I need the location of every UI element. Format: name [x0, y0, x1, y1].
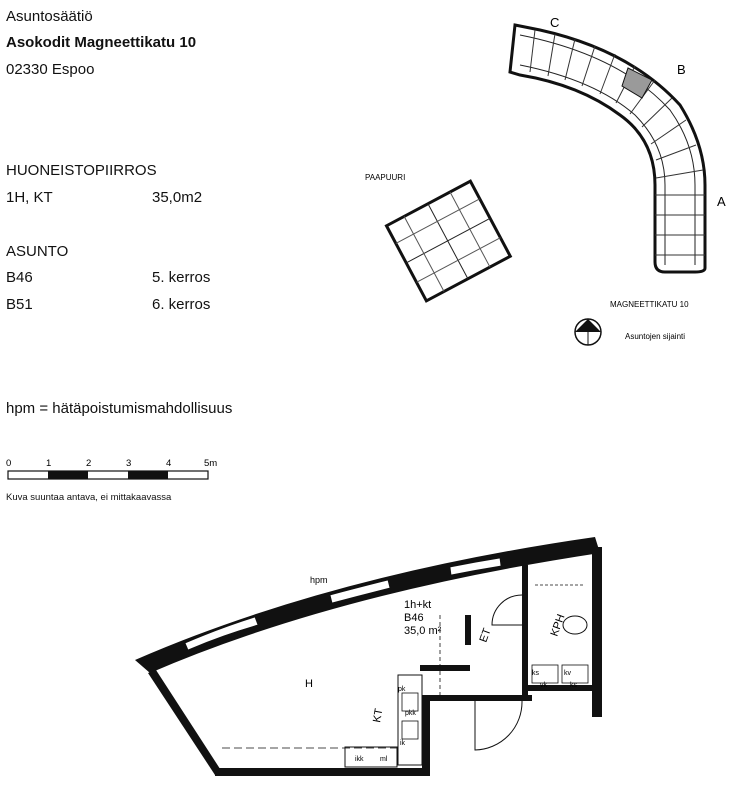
scale-note: Kuva suuntaa antava, ei mittakaavassa	[6, 492, 172, 503]
fixture-label: ik	[400, 740, 406, 747]
inner-wall	[420, 665, 470, 671]
wing-b-label: B	[677, 62, 686, 77]
scale-bar	[6, 455, 246, 495]
room-et-label: ET	[477, 626, 494, 645]
plan-area: 35,0m2	[152, 189, 203, 206]
location-legend-label: Asuntojen sijainti	[625, 332, 686, 341]
apartment-code: B51	[6, 296, 33, 313]
scale-tick: 5m	[204, 458, 218, 469]
wing-a-label: A	[717, 194, 726, 209]
hpm-label: hpm	[310, 575, 328, 585]
plan-type: 1H, KT	[6, 189, 53, 206]
outer-wall	[215, 768, 430, 776]
facade-wall	[135, 537, 600, 673]
entrance-door	[475, 701, 522, 750]
postal-address: 02330 Espoo	[6, 61, 95, 78]
inner-wall	[465, 615, 471, 645]
room-kph-label: KPH	[548, 612, 568, 639]
site-map	[360, 10, 740, 350]
street-label: MAGNEETTIKATU 10	[610, 300, 689, 309]
unit-code-label: B46	[404, 612, 424, 624]
scale-tick: 4	[166, 458, 172, 469]
fixture-label: pkk	[405, 710, 416, 717]
apartment-heading: ASUNTO	[6, 243, 69, 260]
scale-tick: 3	[126, 458, 132, 469]
floor-plan	[130, 525, 610, 785]
apartment-code: B46	[6, 269, 33, 286]
fixture-label: kv	[564, 670, 571, 677]
outer-wall	[148, 670, 224, 775]
outer-wall	[592, 547, 602, 717]
apartment-floor: 6. kerros	[152, 296, 211, 313]
unit-area-label: 35,0 m²	[404, 625, 442, 637]
plan-heading: HUONEISTOPIIRROS	[6, 162, 157, 179]
stove	[402, 693, 418, 711]
fixture-label: pk	[398, 686, 406, 693]
room-kt-label: KT	[371, 707, 386, 724]
outer-wall	[422, 695, 430, 775]
scale-tick: 2	[86, 458, 92, 469]
unit-type-label: 1h+kt	[404, 599, 432, 611]
fixture-label: ks	[570, 682, 577, 689]
organization-name: Asuntosäätiö	[6, 8, 93, 25]
bathroom-door	[492, 595, 522, 625]
scale-tick: 0	[6, 458, 12, 469]
hpm-legend: hpm = hätäpoistumismahdollisuus	[6, 400, 233, 417]
wing-c-label: C	[550, 15, 560, 30]
kitchen-counter	[345, 747, 397, 767]
inner-wall	[422, 695, 532, 701]
bathroom-wall	[522, 565, 528, 700]
fixture-label: ikk	[355, 756, 364, 763]
building-name: Asokodit Magneettikatu 10	[6, 34, 197, 51]
fixture-label: vk	[540, 682, 547, 689]
fixture-label: ks	[532, 670, 539, 677]
paapuuri-building	[386, 181, 510, 301]
paapuuri-label: PAAPUURI	[365, 173, 406, 182]
sink	[402, 721, 418, 739]
fixture-label: ml	[380, 756, 388, 763]
apartment-floor: 5. kerros	[152, 269, 211, 286]
room-h-label: H	[305, 678, 313, 690]
scale-tick: 1	[46, 458, 52, 469]
